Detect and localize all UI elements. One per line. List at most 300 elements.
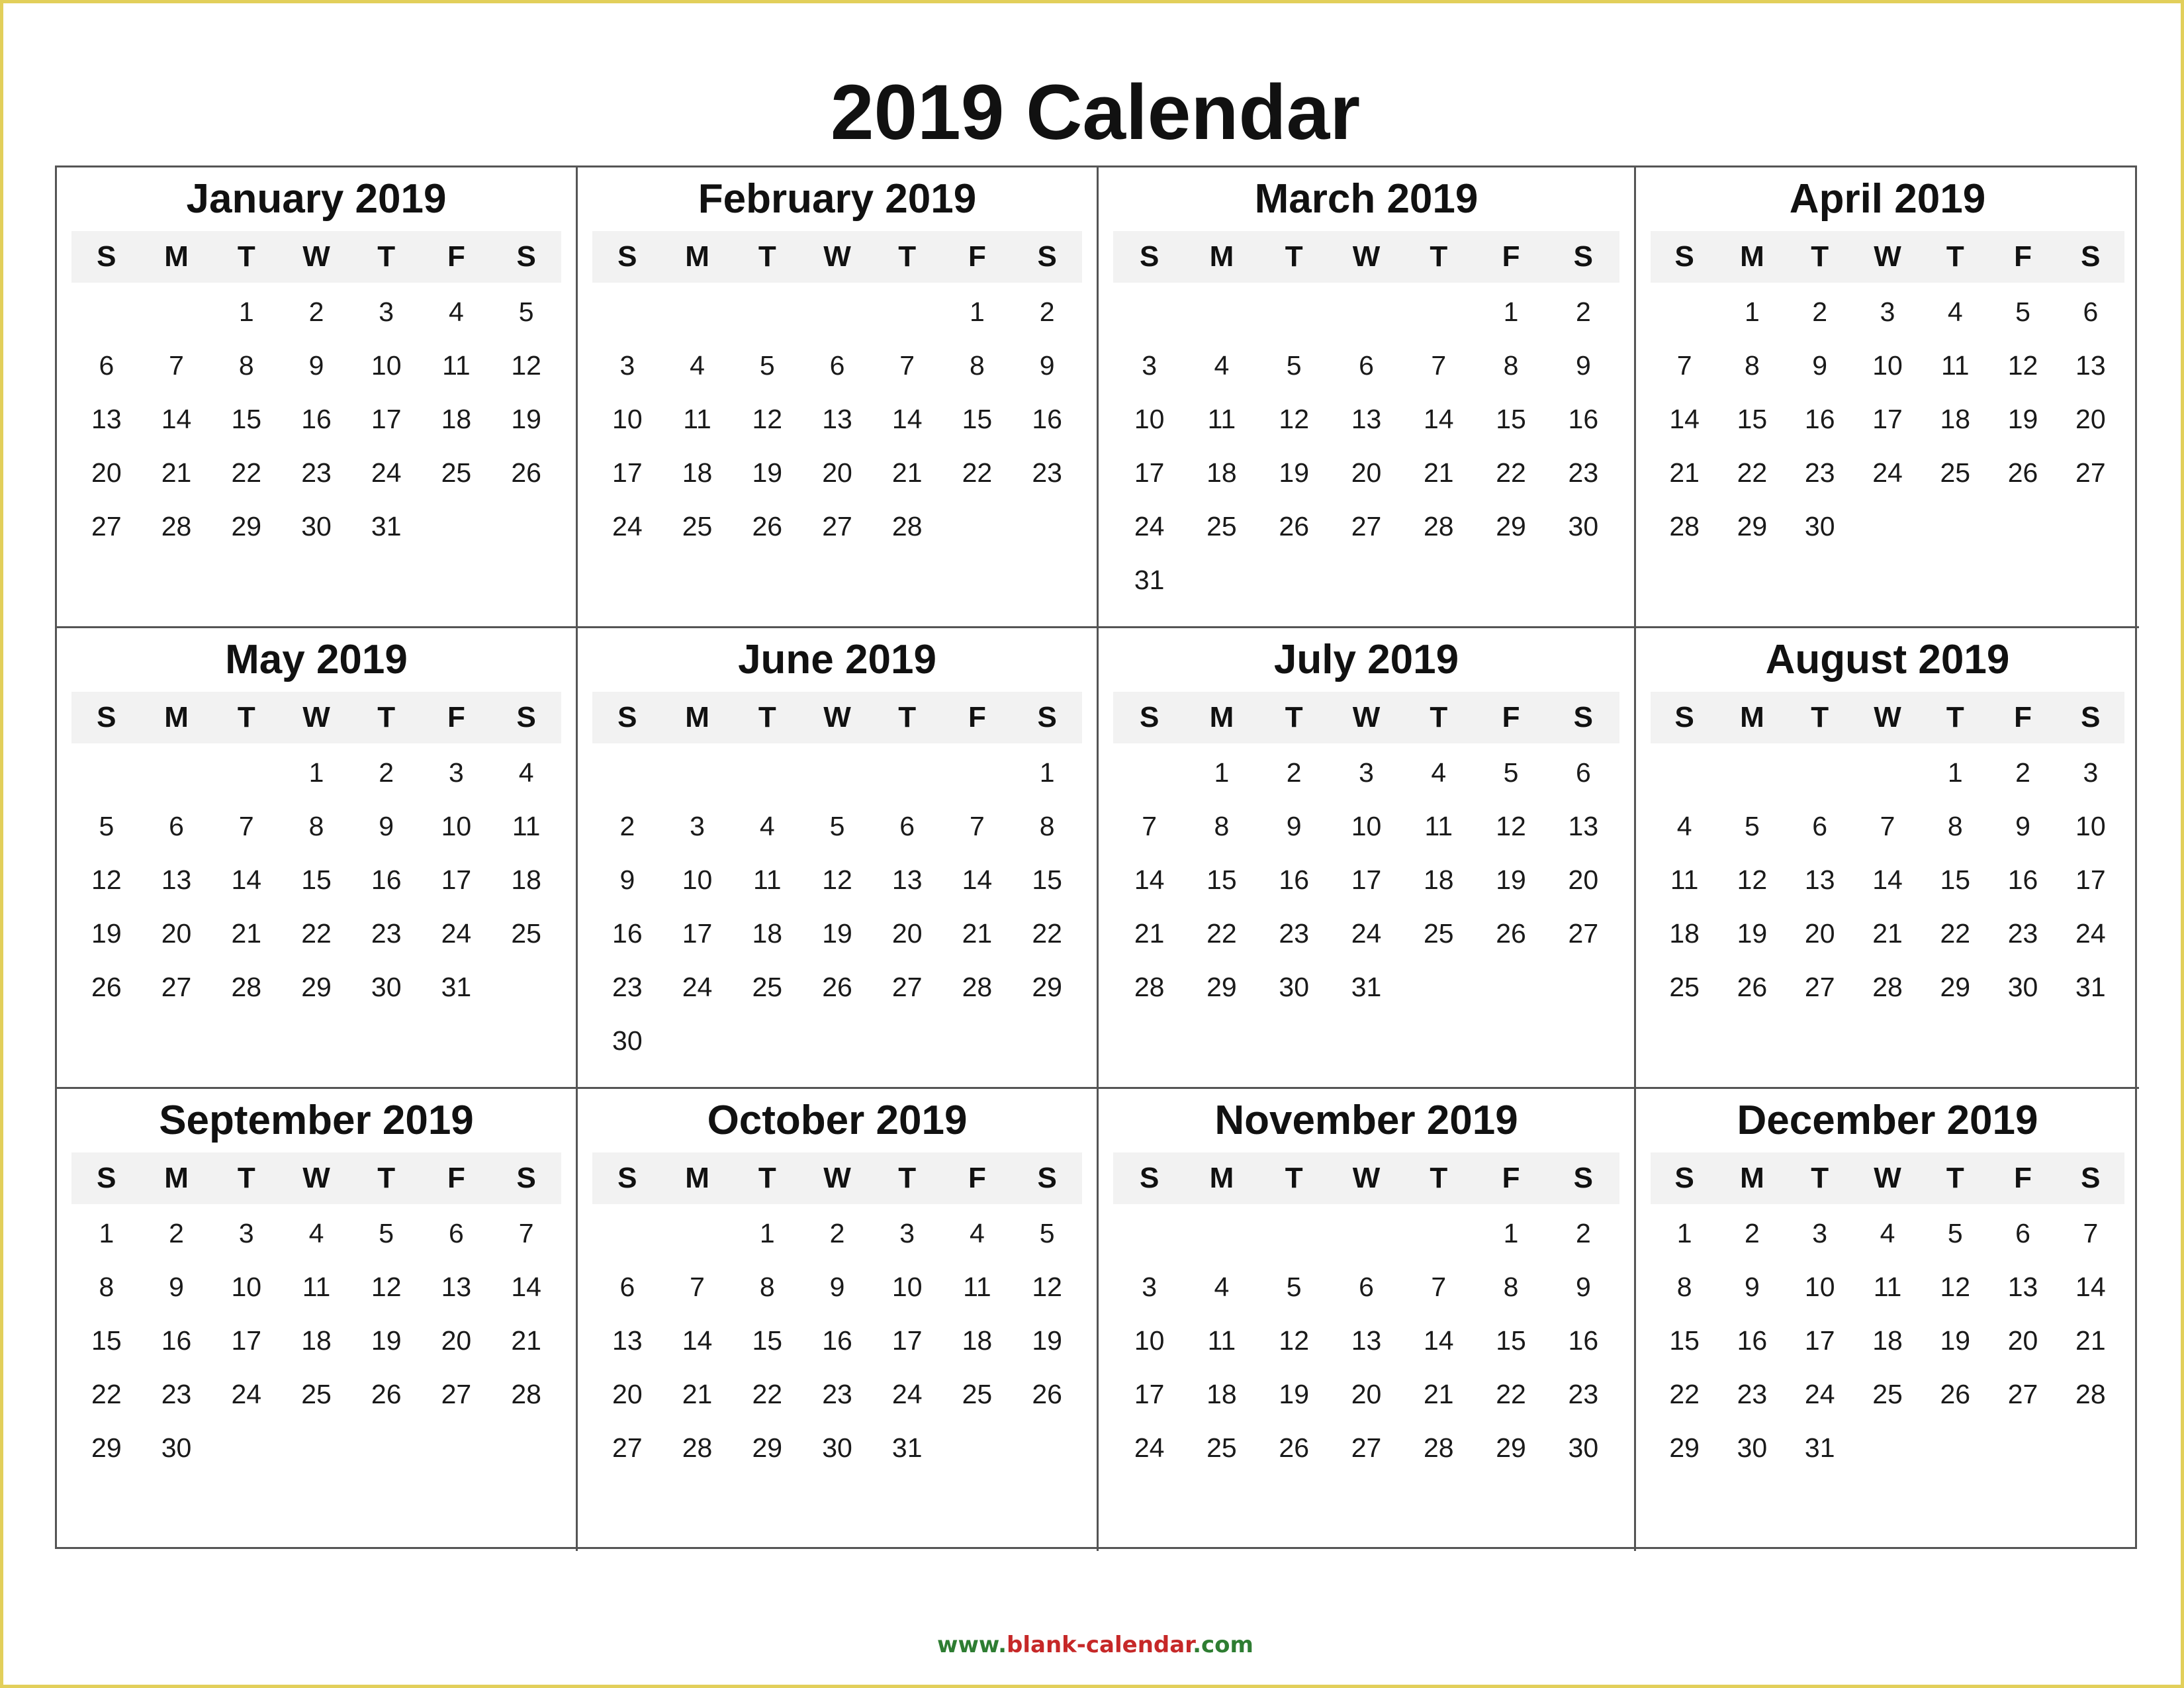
weekday-label: S [1674, 1162, 1694, 1194]
day-cell: 18 [1872, 1325, 1903, 1356]
day-cell: 11 [683, 404, 711, 434]
day-cell: 4 [308, 1218, 324, 1248]
day-cell: 14 [682, 1325, 713, 1356]
day-cell: 22 [91, 1379, 122, 1409]
day-cell: 9 [308, 350, 324, 381]
weekday-label: F [447, 701, 465, 733]
day-cell: 10 [231, 1272, 262, 1302]
day-cell: 27 [2075, 457, 2106, 488]
weekday-header [71, 692, 561, 743]
day-cell: 3 [1812, 1218, 1828, 1248]
day-cell: 2 [1575, 297, 1591, 327]
page-title: 2019 Calendar [830, 69, 1361, 156]
day-cell: 1 [1947, 757, 1963, 788]
weekday-label: T [237, 1162, 255, 1194]
weekday-label: M [1740, 1162, 1764, 1194]
day-cell: 2 [379, 757, 394, 788]
empty-day-cell [592, 1207, 662, 1260]
day-cell: 29 [1669, 1432, 1700, 1463]
month-title: August 2019 [1765, 637, 2010, 682]
day-cell: 3 [449, 757, 464, 788]
day-cell: 10 [1134, 1325, 1165, 1356]
day-cell: 23 [1568, 457, 1599, 488]
day-cell: 1 [1039, 757, 1055, 788]
day-cell: 21 [682, 1379, 713, 1409]
month-block [57, 1089, 578, 1551]
day-cell: 19 [1940, 1325, 1971, 1356]
day-cell: 24 [1872, 457, 1903, 488]
day-cell: 17 [891, 1325, 923, 1356]
day-cell: 5 [829, 811, 845, 841]
empty-day-cell [1718, 746, 1786, 800]
day-cell: 19 [1279, 457, 1309, 488]
day-cell: 6 [99, 350, 114, 381]
weekday-label: S [1674, 701, 1694, 733]
day-cell: 24 [371, 457, 402, 488]
day-cell: 23 [822, 1379, 852, 1409]
day-cell: 22 [962, 457, 993, 488]
weekday-label: S [97, 701, 116, 733]
day-cell: 26 [511, 457, 541, 488]
empty-day-cell [1258, 1207, 1330, 1260]
day-cell: 21 [1669, 457, 1700, 488]
day-cell: 28 [1423, 511, 1454, 541]
day-cell: 24 [1804, 1379, 1835, 1409]
day-cell: 19 [1032, 1325, 1062, 1356]
month-title: March 2019 [1254, 176, 1479, 222]
day-cell: 10 [1351, 811, 1382, 841]
days-grid [71, 1204, 561, 1475]
month-block [1099, 1089, 1636, 1551]
day-cell: 6 [2015, 1218, 2030, 1248]
day-cell: 17 [1872, 404, 1903, 434]
day-cell: 29 [301, 972, 332, 1002]
day-cell: 23 [1279, 918, 1309, 949]
day-cell: 22 [1496, 1379, 1526, 1409]
day-cell: 25 [1872, 1379, 1903, 1409]
day-cell: 11 [442, 350, 471, 381]
day-cell: 11 [1207, 404, 1236, 434]
day-cell: 7 [690, 1272, 705, 1302]
day-cell: 22 [1032, 918, 1062, 949]
day-cell: 16 [161, 1325, 192, 1356]
day-cell: 24 [1134, 511, 1165, 541]
day-cell: 15 [1496, 404, 1526, 434]
weekday-label: S [1037, 701, 1057, 733]
day-cell: 7 [1142, 811, 1158, 841]
weekday-label: F [968, 1162, 986, 1194]
day-cell: 8 [970, 350, 985, 381]
day-cell: 1 [1214, 757, 1230, 788]
day-cell: 12 [2007, 350, 2038, 381]
day-cell: 31 [1804, 1432, 1835, 1463]
day-cell: 25 [1206, 511, 1237, 541]
day-cell: 8 [308, 811, 324, 841]
day-cell: 6 [169, 811, 184, 841]
day-cell: 15 [1032, 865, 1062, 895]
day-cell: 29 [231, 511, 262, 541]
day-cell: 27 [1351, 511, 1382, 541]
day-cell: 31 [2075, 972, 2106, 1002]
day-cell: 8 [1214, 811, 1230, 841]
day-cell: 16 [1568, 1325, 1599, 1356]
day-cell: 13 [1351, 1325, 1382, 1356]
day-cell: 19 [752, 457, 783, 488]
day-cell: 1 [99, 1218, 114, 1248]
day-cell: 1 [1503, 1218, 1519, 1248]
day-cell: 15 [1940, 865, 1971, 895]
day-cell: 11 [1873, 1272, 1902, 1302]
day-cell: 30 [612, 1025, 643, 1056]
day-cell: 18 [1206, 1379, 1237, 1409]
day-cell: 26 [91, 972, 122, 1002]
day-cell: 15 [752, 1325, 783, 1356]
empty-day-cell [662, 285, 733, 339]
day-cell: 18 [682, 457, 713, 488]
weekday-label: T [237, 701, 255, 733]
weekday-label: S [1573, 240, 1594, 273]
empty-day-cell [1185, 1207, 1257, 1260]
day-cell: 22 [231, 457, 262, 488]
day-cell: 29 [1496, 1432, 1526, 1463]
empty-day-cell [872, 746, 942, 800]
day-cell: 30 [371, 972, 402, 1002]
month-title: February 2019 [698, 176, 977, 222]
weekday-label: M [685, 701, 709, 733]
footer-prefix: www. [937, 1632, 1007, 1658]
day-cell: 10 [682, 865, 713, 895]
day-cell: 7 [2083, 1218, 2099, 1248]
days-grid [71, 283, 561, 553]
day-cell: 8 [1745, 350, 1760, 381]
day-cell: 3 [379, 297, 394, 327]
weekday-label: S [516, 1162, 536, 1194]
day-cell: 5 [99, 811, 114, 841]
day-cell: 12 [91, 865, 122, 895]
weekday-label: T [1285, 701, 1303, 733]
weekday-label: T [377, 701, 396, 733]
weekday-header [1113, 692, 1619, 743]
day-cell: 22 [1669, 1379, 1700, 1409]
day-cell: 29 [1940, 972, 1971, 1002]
day-cell: 8 [238, 350, 254, 381]
empty-day-cell [1330, 285, 1402, 339]
day-cell: 17 [371, 404, 402, 434]
day-cell: 7 [1880, 811, 1895, 841]
day-cell: 25 [1423, 918, 1454, 949]
day-cell: 4 [970, 1218, 985, 1248]
day-cell: 15 [91, 1325, 122, 1356]
website-footer[interactable] [3, 1632, 2184, 1658]
footer-domain: blank-calendar [1007, 1632, 1193, 1658]
weekday-label: M [1740, 701, 1764, 733]
day-cell: 21 [891, 457, 923, 488]
day-cell: 5 [2015, 297, 2030, 327]
weekday-label: M [1209, 701, 1234, 733]
weekday-header [1113, 1152, 1619, 1204]
weekday-label: T [377, 240, 396, 273]
weekday-label: W [823, 1162, 851, 1194]
day-cell: 26 [371, 1379, 402, 1409]
day-cell: 14 [2075, 1272, 2106, 1302]
month-block [578, 1089, 1099, 1551]
day-cell: 6 [829, 350, 845, 381]
day-cell: 25 [511, 918, 541, 949]
day-cell: 9 [619, 865, 635, 895]
day-cell: 21 [1423, 1379, 1454, 1409]
day-cell: 28 [231, 972, 262, 1002]
weekday-label: S [1037, 1162, 1057, 1194]
day-cell: 19 [511, 404, 541, 434]
day-cell: 4 [449, 297, 464, 327]
day-cell: 23 [612, 972, 643, 1002]
day-cell: 27 [2007, 1379, 2038, 1409]
day-cell: 27 [1804, 972, 1835, 1002]
day-cell: 5 [759, 350, 775, 381]
day-cell: 20 [1804, 918, 1835, 949]
day-cell: 31 [371, 511, 402, 541]
day-cell: 13 [2075, 350, 2106, 381]
day-cell: 1 [970, 297, 985, 327]
month-title: June 2019 [738, 637, 936, 682]
day-cell: 9 [2015, 811, 2030, 841]
weekday-label: T [1430, 701, 1448, 733]
day-cell: 26 [1032, 1379, 1062, 1409]
day-cell: 19 [1496, 865, 1526, 895]
weekday-label: F [968, 240, 986, 273]
day-cell: 8 [1503, 350, 1519, 381]
day-cell: 15 [1206, 865, 1237, 895]
weekday-header [1113, 231, 1619, 283]
weekday-label: W [823, 240, 851, 273]
day-cell: 13 [1351, 404, 1382, 434]
days-grid [592, 743, 1082, 1068]
day-cell: 6 [619, 1272, 635, 1302]
weekday-label: W [1874, 701, 1901, 733]
day-cell: 18 [511, 865, 541, 895]
weekday-label: T [898, 1162, 917, 1194]
day-cell: 13 [1804, 865, 1835, 895]
month-block [1636, 1089, 2139, 1551]
day-cell: 9 [1575, 350, 1591, 381]
day-cell: 26 [1279, 1432, 1309, 1463]
day-cell: 20 [1568, 865, 1599, 895]
month-title: December 2019 [1737, 1098, 2038, 1143]
day-cell: 10 [1804, 1272, 1835, 1302]
day-cell: 27 [891, 972, 923, 1002]
empty-day-cell [142, 746, 212, 800]
weekday-label: F [2014, 701, 2032, 733]
day-cell: 6 [899, 811, 915, 841]
day-cell: 2 [2015, 757, 2030, 788]
day-cell: 10 [441, 811, 472, 841]
day-cell: 22 [1737, 457, 1768, 488]
empty-day-cell [1113, 1207, 1185, 1260]
weekday-label: S [1573, 1162, 1594, 1194]
day-cell: 14 [1134, 865, 1165, 895]
empty-day-cell [802, 746, 872, 800]
day-cell: 21 [231, 918, 262, 949]
weekday-label: T [898, 240, 917, 273]
day-cell: 19 [822, 918, 852, 949]
day-cell: 3 [1142, 350, 1158, 381]
empty-day-cell [732, 285, 802, 339]
day-cell: 31 [441, 972, 472, 1002]
weekday-label: M [1209, 240, 1234, 273]
empty-day-cell [1786, 746, 1854, 800]
day-cell: 5 [379, 1218, 394, 1248]
day-cell: 27 [1568, 918, 1599, 949]
day-cell: 30 [1568, 1432, 1599, 1463]
day-cell: 10 [1134, 404, 1165, 434]
weekday-label: M [164, 240, 189, 273]
day-cell: 5 [1286, 1272, 1302, 1302]
day-cell: 26 [1940, 1379, 1971, 1409]
month-block [1636, 628, 2139, 1089]
days-grid [1113, 743, 1619, 1014]
day-cell: 20 [91, 457, 122, 488]
day-cell: 7 [970, 811, 985, 841]
weekday-label: S [617, 240, 637, 273]
day-cell: 14 [1669, 404, 1700, 434]
weekday-label: M [164, 1162, 189, 1194]
day-cell: 1 [1503, 297, 1519, 327]
day-cell: 16 [822, 1325, 852, 1356]
day-cell: 30 [2007, 972, 2038, 1002]
day-cell: 11 [1670, 865, 1699, 895]
weekday-label: T [758, 1162, 776, 1194]
weekday-label: S [1139, 1162, 1160, 1194]
day-cell: 16 [612, 918, 643, 949]
day-cell: 22 [1940, 918, 1971, 949]
days-grid [1651, 283, 2124, 553]
day-cell: 23 [161, 1379, 192, 1409]
day-cell: 8 [1676, 1272, 1692, 1302]
days-grid [1651, 1204, 2124, 1475]
day-cell: 29 [1496, 511, 1526, 541]
day-cell: 2 [1286, 757, 1302, 788]
day-cell: 11 [963, 1272, 991, 1302]
empty-day-cell [592, 746, 662, 800]
month-block [1636, 167, 2139, 628]
day-cell: 11 [1207, 1325, 1236, 1356]
day-cell: 16 [1032, 404, 1062, 434]
day-cell: 26 [1496, 918, 1526, 949]
day-cell: 27 [161, 972, 192, 1002]
day-cell: 17 [682, 918, 713, 949]
day-cell: 17 [1351, 865, 1382, 895]
day-cell: 1 [238, 297, 254, 327]
day-cell: 6 [449, 1218, 464, 1248]
day-cell: 12 [1279, 404, 1309, 434]
day-cell: 2 [1812, 297, 1828, 327]
day-cell: 6 [1359, 1272, 1374, 1302]
weekday-label: T [1430, 240, 1448, 273]
day-cell: 18 [1940, 404, 1971, 434]
weekday-label: M [164, 701, 189, 733]
day-cell: 13 [1568, 811, 1599, 841]
day-cell: 3 [2083, 757, 2099, 788]
weekday-label: T [377, 1162, 396, 1194]
day-cell: 15 [301, 865, 332, 895]
day-cell: 14 [962, 865, 993, 895]
day-cell: 18 [752, 918, 783, 949]
day-cell: 12 [1279, 1325, 1309, 1356]
day-cell: 5 [1286, 350, 1302, 381]
day-cell: 9 [1286, 811, 1302, 841]
day-cell: 26 [1279, 511, 1309, 541]
day-cell: 4 [1676, 811, 1692, 841]
month-title: November 2019 [1214, 1098, 1518, 1143]
day-cell: 15 [1737, 404, 1768, 434]
day-cell: 13 [612, 1325, 643, 1356]
day-cell: 2 [169, 1218, 184, 1248]
day-cell: 1 [308, 757, 324, 788]
day-cell: 7 [1431, 350, 1447, 381]
weekday-label: S [1573, 701, 1594, 733]
month-title: January 2019 [186, 176, 447, 222]
day-cell: 16 [1279, 865, 1309, 895]
day-cell: 20 [612, 1379, 643, 1409]
weekday-label: W [1352, 701, 1381, 733]
day-cell: 3 [238, 1218, 254, 1248]
day-cell: 28 [161, 511, 192, 541]
day-cell: 13 [91, 404, 122, 434]
day-cell: 12 [371, 1272, 402, 1302]
day-cell: 21 [1423, 457, 1454, 488]
day-cell: 29 [1032, 972, 1062, 1002]
day-cell: 13 [161, 865, 192, 895]
empty-day-cell [211, 746, 281, 800]
day-cell: 3 [1359, 757, 1374, 788]
day-cell: 7 [169, 350, 184, 381]
day-cell: 8 [1039, 811, 1055, 841]
day-cell: 11 [1941, 350, 1970, 381]
weekday-label: F [1502, 1162, 1520, 1194]
empty-day-cell [1185, 285, 1257, 339]
empty-day-cell [592, 285, 662, 339]
weekday-label: F [968, 701, 986, 733]
weekday-label: S [97, 1162, 116, 1194]
day-cell: 9 [379, 811, 394, 841]
day-cell: 21 [511, 1325, 541, 1356]
day-cell: 10 [371, 350, 402, 381]
day-cell: 9 [829, 1272, 845, 1302]
day-cell: 21 [2075, 1325, 2106, 1356]
empty-day-cell [1854, 746, 1921, 800]
day-cell: 24 [231, 1379, 262, 1409]
day-cell: 26 [2007, 457, 2038, 488]
day-cell: 25 [1940, 457, 1971, 488]
day-cell: 20 [2007, 1325, 2038, 1356]
day-cell: 16 [2007, 865, 2038, 895]
day-cell: 1 [1676, 1218, 1692, 1248]
day-cell: 28 [1423, 1432, 1454, 1463]
day-cell: 3 [1880, 297, 1895, 327]
day-cell: 3 [1142, 1272, 1158, 1302]
days-grid [592, 1204, 1082, 1475]
month-title: July 2019 [1273, 637, 1459, 682]
weekday-label: T [758, 701, 776, 733]
day-cell: 4 [1431, 757, 1447, 788]
day-cell: 31 [1134, 565, 1165, 595]
weekday-label: M [685, 240, 709, 273]
day-cell: 7 [1431, 1272, 1447, 1302]
day-cell: 5 [1745, 811, 1760, 841]
day-cell: 18 [1423, 865, 1454, 895]
day-cell: 29 [1206, 972, 1237, 1002]
empty-day-cell [732, 746, 802, 800]
